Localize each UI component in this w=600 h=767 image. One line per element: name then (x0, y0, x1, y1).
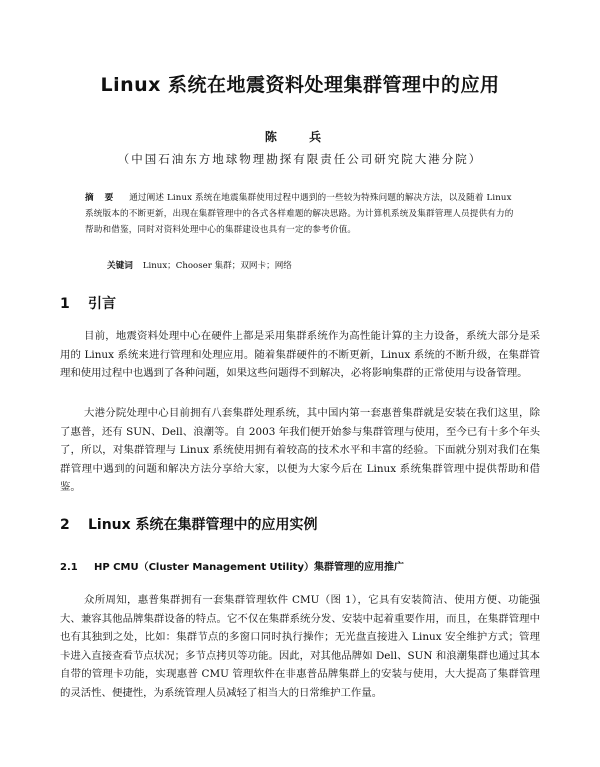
keywords-block (107, 259, 527, 273)
section-heading-introduction (60, 295, 116, 313)
section-number: 1 (60, 296, 70, 312)
keywords-label: 关键词 (107, 261, 133, 271)
abstract-block (85, 190, 517, 238)
author-affiliation: （中国石油东方地球物理勘探有限责任公司研究院大港分院） (117, 152, 483, 166)
abstract-label: 摘 要 (85, 193, 118, 203)
subsection-title: HP CMU（Cluster Management Utility）集群管理的应用推广 (94, 562, 404, 573)
section-title: 引言 (88, 296, 116, 312)
author-name: 陈 兵 (264, 130, 336, 144)
keywords-text: Linux；Chooser 集群；双网卡；网络 (142, 261, 292, 271)
subsection-number: 2.1 (60, 562, 78, 573)
body-paragraph: 众所周知，惠普集群拥有一套集群管理软件 CMU（图 1），它具有安装简洁、使用方便、功能强大、兼容其他品牌集群设备的特点。它不仅在集群系统分发、安装中起着重要作用，而且，在集群管理中也有其独到之处，比如：集群节点的多窗口同时执行操作；无光盘直接进入 Linux 安全维护方式；管理卡进入直接查看节点状况；多节点拷贝等功能。因此，对其他品牌如 Dell、SUN 和浪潮集群也通过其本自带的管理卡功能，实现惠普 CMU 管理软件在非惠普品牌集群上的安装与使用，大大提高了集群管理的灵活性、便捷性，为系统管理人员减轻了相当大的日常维护工作量。 (60, 594, 540, 699)
paper-title: Linux 系统在地震资料处理集群管理中的应用 (100, 74, 500, 96)
section-number: 2 (60, 517, 70, 533)
body-paragraph: 目前，地震资料处理中心在硬件上都是采用集群系统作为高性能计算的主力设备，系统大部分是采用的 Linux 系统来进行管理和处理应用。随着集群硬件的不断更新，Linux 系统的不断升级，在集群管理和使用过程中也遇到了各种问题，如果这些问题得不到解决，必将影响集群的正常使用与设备管理。 (60, 330, 540, 380)
abstract-text: 通过阐述 Linux 系统在地震集群使用过程中遇到的一些较为特殊问题的解决方法，以及随着 Linux 系统版本的不断更新，出现在集群管理中的各式各样难题的解决思路。为计算机系统及集群管理人员提供有力的帮助和借鉴，同时对资料处理中心的集群建设也具有一定的参考价值。 (85, 193, 514, 235)
body-paragraph: 大港分院处理中心目前拥有八套集群处理系统，其中国内第一套惠普集群就是安装在我们这里，除了惠普，还有 SUN、Dell、浪潮等。自 2003 年我们便开始参与集群管理与使用，至今已有十多个年头了，所以，对集群管理与 Linux 系统使用拥有着较高的技术水平和丰富的经验。下面就分别对我们在集群管理中遇到的问题和解决方法分享给大家，以便为大家今后在 Linux 系统集群管理中提供帮助和借鉴。 (60, 407, 540, 494)
subsection-heading (60, 561, 404, 575)
section-title: Linux 系统在集群管理中的应用实例 (88, 517, 318, 533)
section-heading-applications (60, 516, 318, 534)
